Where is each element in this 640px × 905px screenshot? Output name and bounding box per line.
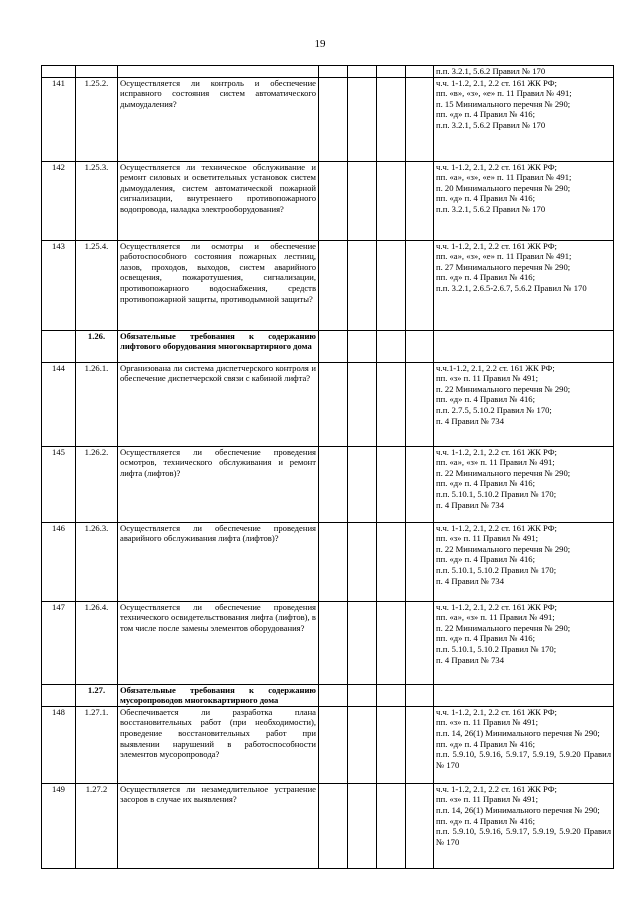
cell-refs — [434, 77, 614, 161]
cell-num — [42, 684, 76, 706]
ref-line: пп. «а», «з» п. 11 Правил № 491; — [436, 612, 555, 623]
cell-code: 1.25.3. — [76, 161, 118, 240]
question-text: Осуществляется ли обеспечение проведения аварийного обслуживания лифта (лифтов)? — [120, 522, 316, 544]
question-text: Осуществляется ли техническое обслуживание и ремонт силовых и осветительных установок систем дымоудаления, систем автоматической пожарной сигнализации, внутреннего противопожарного водопровода, наладка электрооборудования? — [120, 161, 316, 214]
ref-line: п.п. 5.10.1, 5.10.2 Правил № 170; — [436, 564, 557, 575]
cell-na — [377, 522, 406, 601]
section-title: Обязательные требования к содержанию лифтового оборудования многоквартирного дома — [120, 330, 316, 352]
table-row — [42, 446, 614, 522]
cell-na — [377, 330, 406, 362]
cell-yes — [319, 601, 348, 684]
question-text: Осуществляется ли незамедлительное устранение засоров в случае их выявления? — [120, 783, 316, 805]
cell-yes — [319, 66, 348, 78]
cell-note — [406, 446, 434, 522]
cell-note — [406, 330, 434, 362]
ref-line: п.п. 3.2.1, 2.6.5-2.6.7, 5.6.2 Правил № 170 — [436, 282, 587, 293]
table-row — [42, 161, 614, 240]
cell-refs — [434, 240, 614, 330]
ref-line: пп. «з» п. 11 Правил № 491; — [436, 533, 538, 544]
question-text: Осуществляется ли обеспечение проведения осмотров, технического обслуживания и ремонт лифта (лифтов)? — [120, 446, 316, 478]
cell-refs — [434, 783, 614, 868]
requirements-table — [41, 65, 614, 869]
cell-na — [377, 240, 406, 330]
table-row — [42, 362, 614, 446]
cell-yes — [319, 706, 348, 783]
ref-line: пп. «д» п. 4 Правил № 416; — [436, 193, 535, 204]
cell-no — [348, 362, 377, 446]
table-row — [42, 522, 614, 601]
ref-line: п. 22 Минимального перечня № 290; — [436, 622, 571, 633]
cell-num: 149 — [42, 783, 76, 868]
cell-note — [406, 783, 434, 868]
cell-no — [348, 330, 377, 362]
ref-line: п.п. 5.10.1, 5.10.2 Правил № 170; — [436, 488, 557, 499]
ref-line: пп. «а», «з», «е» п. 11 Правил № 491; — [436, 251, 572, 262]
cell-code: 1.27.1. — [76, 706, 118, 783]
cell-question — [118, 522, 319, 601]
cell-refs — [434, 161, 614, 240]
cell-code — [76, 66, 118, 78]
ref-line: п. 4 Правил № 734 — [436, 575, 504, 586]
cell-question — [118, 161, 319, 240]
ref-line: пп. «д» п. 4 Правил № 416; — [436, 272, 535, 283]
cell-yes — [319, 783, 348, 868]
cell-no — [348, 706, 377, 783]
cell-na — [377, 362, 406, 446]
section-row — [42, 684, 614, 706]
cell-na — [377, 161, 406, 240]
cell-num: 141 — [42, 77, 76, 161]
ref-line: ч.ч. 1-1.2, 2.1, 2.2 ст. 161 ЖК РФ; — [436, 77, 557, 88]
ref-line: п. 22 Минимального перечня № 290; — [436, 543, 571, 554]
ref-line: п. 20 Минимального перечня № 290; — [436, 182, 571, 193]
ref-line: п. 15 Минимального перечня № 290; — [436, 98, 571, 109]
cell-na — [377, 601, 406, 684]
cell-code: 1.25.4. — [76, 240, 118, 330]
ref-line: п.п. 3.2.1, 5.6.2 Правил № 170 — [436, 119, 546, 130]
cell-num — [42, 330, 76, 362]
cell-yes — [319, 330, 348, 362]
cell-question — [118, 684, 319, 706]
ref-line: ч.ч. 1-1.2, 2.1, 2.2 ст. 161 ЖК РФ; — [436, 161, 557, 172]
cell-yes — [319, 77, 348, 161]
cell-yes — [319, 684, 348, 706]
cell-note — [406, 77, 434, 161]
ref-line: п.п. 2.7.5, 5.10.2 Правил № 170; — [436, 404, 552, 415]
cell-code: 1.27.2 — [76, 783, 118, 868]
cell-na — [377, 783, 406, 868]
section-row — [42, 330, 614, 362]
cell-question — [118, 706, 319, 783]
cell-na — [377, 77, 406, 161]
cell-no — [348, 240, 377, 330]
ref-line: пп. «з» п. 11 Правил № 491; — [436, 373, 538, 384]
ref-line: п. 4 Правил № 734 — [436, 499, 504, 510]
page-number: 19 — [314, 38, 326, 50]
cell-note — [406, 522, 434, 601]
cell-code: 1.25.2. — [76, 77, 118, 161]
cell-refs — [434, 362, 614, 446]
cell-question — [118, 330, 319, 362]
cell-yes — [319, 362, 348, 446]
cell-no — [348, 684, 377, 706]
ref-line: п. 22 Минимального перечня № 290; — [436, 467, 571, 478]
ref-line: пп. «д» п. 4 Правил № 416; — [436, 633, 535, 644]
cell-num: 143 — [42, 240, 76, 330]
ref-line: ч.ч.1-1.2, 2.1, 2.2 ст. 161 ЖК РФ; — [436, 362, 555, 373]
cell-no — [348, 522, 377, 601]
cell-note — [406, 362, 434, 446]
ref-line: ч.ч. 1-1.2, 2.1, 2.2 ст. 161 ЖК РФ; — [436, 240, 557, 251]
cell-question — [118, 240, 319, 330]
cell-code: 1.26.4. — [76, 601, 118, 684]
ref-line: пп. «в», «з», «е» п. 11 Правил № 491; — [436, 88, 572, 99]
table-row-continuation — [42, 66, 614, 78]
cell-question — [118, 66, 319, 78]
cell-na — [377, 684, 406, 706]
ref-line: пп. «д» п. 4 Правил № 416; — [436, 554, 535, 565]
ref-line: пп. «д» п. 4 Правил № 416; — [436, 109, 535, 120]
cell-note — [406, 161, 434, 240]
cell-note — [406, 66, 434, 78]
cell-num — [42, 66, 76, 78]
ref-line: пп. «д» п. 4 Правил № 416; — [436, 815, 535, 826]
question-text: Осуществляется ли контроль и обеспечение исправного состояния систем автоматического дымоудаления? — [120, 77, 316, 109]
ref-line: п.п. 3.2.1, 5.6.2 Правил № 170 — [436, 203, 546, 214]
cell-question — [118, 362, 319, 446]
cell-num: 146 — [42, 522, 76, 601]
cell-code: 1.26.1. — [76, 362, 118, 446]
cell-question — [118, 446, 319, 522]
cell-refs — [434, 706, 614, 783]
cell-refs — [434, 66, 614, 78]
ref-line: пп. «д» п. 4 Правил № 416; — [436, 478, 535, 489]
cell-question — [118, 77, 319, 161]
ref-line: пп. «д» п. 4 Правил № 416; — [436, 394, 535, 405]
ref-line: п.п. 5.10.1, 5.10.2 Правил № 170; — [436, 643, 557, 654]
table-row — [42, 240, 614, 330]
cell-refs — [434, 446, 614, 522]
question-text: Обеспечивается ли разработка плана восстановительных работ (при необходимости), проведение восстановительных работ при выявлении нарушений в работоспособности элементов мусоропровода? — [120, 706, 316, 760]
ref-line: п.п. 3.2.1, 5.6.2 Правил № 170 — [436, 66, 546, 76]
ref-line: ч.ч. 1-1.2, 2.1, 2.2 ст. 161 ЖК РФ; — [436, 601, 557, 612]
ref-line: ч.ч. 1-1.2, 2.1, 2.2 ст. 161 ЖК РФ; — [436, 522, 557, 533]
cell-note — [406, 601, 434, 684]
cell-question — [118, 601, 319, 684]
ref-line: п.п. 5.9.10, 5.9.16, 5.9.17, 5.9.19, 5.9.20 Правил № 170 — [436, 826, 611, 847]
ref-line: ч.ч. 1-1.2, 2.1, 2.2 ст. 161 ЖК РФ; — [436, 446, 557, 457]
cell-refs — [434, 684, 614, 706]
cell-no — [348, 601, 377, 684]
ref-line: ч.ч. 1-1.2, 2.1, 2.2 ст. 161 ЖК РФ; — [436, 783, 557, 794]
cell-note — [406, 684, 434, 706]
cell-yes — [319, 161, 348, 240]
cell-num: 148 — [42, 706, 76, 783]
cell-note — [406, 240, 434, 330]
question-text: Организована ли система диспетчерского контроля и обеспечение диспетчерской связи с кабиной лифта? — [120, 362, 316, 384]
cell-refs — [434, 601, 614, 684]
table-row — [42, 601, 614, 684]
cell-refs — [434, 330, 614, 362]
cell-no — [348, 77, 377, 161]
cell-na — [377, 706, 406, 783]
cell-yes — [319, 522, 348, 601]
ref-line: ч.ч. 1-1.2, 2.1, 2.2 ст. 161 ЖК РФ; — [436, 706, 557, 717]
cell-code: 1.27. — [76, 684, 118, 706]
cell-num: 144 — [42, 362, 76, 446]
cell-refs — [434, 522, 614, 601]
cell-num: 145 — [42, 446, 76, 522]
cell-num: 147 — [42, 601, 76, 684]
ref-line: пп. «а», «з», «е» п. 11 Правил № 491; — [436, 172, 572, 183]
cell-code: 1.26.3. — [76, 522, 118, 601]
cell-yes — [319, 240, 348, 330]
question-text: Осуществляется ли обеспечение проведения технического освидетельствования лифта (лифтов), в том числе после замены элементов оборудования? — [120, 601, 316, 633]
ref-line: пп. «з» п. 11 Правил № 491; — [436, 717, 538, 728]
table-row — [42, 706, 614, 783]
cell-na — [377, 446, 406, 522]
ref-line: п. 27 Минимального перечня № 290; — [436, 261, 571, 272]
ref-line: п. 22 Минимального перечня № 290; — [436, 383, 571, 394]
cell-no — [348, 66, 377, 78]
section-title: Обязательные требования к содержанию мусоропроводов многоквартирного дома — [120, 684, 316, 706]
ref-line: пп. «д» п. 4 Правил № 416; — [436, 738, 535, 749]
table-row — [42, 77, 614, 161]
cell-no — [348, 446, 377, 522]
cell-no — [348, 783, 377, 868]
cell-note — [406, 706, 434, 783]
cell-question — [118, 783, 319, 868]
cell-na — [377, 66, 406, 78]
ref-line: п.п. 5.9.10, 5.9.16, 5.9.17, 5.9.19, 5.9.20 Правил № 170 — [436, 749, 611, 770]
cell-num: 142 — [42, 161, 76, 240]
cell-code: 1.26.2. — [76, 446, 118, 522]
ref-line: п.п. 14, 26(1) Минимального перечня № 290; — [436, 804, 600, 815]
cell-no — [348, 161, 377, 240]
ref-line: п.п. 14, 26(1) Минимального перечня № 290; — [436, 727, 600, 738]
ref-line: пп. «з» п. 11 Правил № 491; — [436, 794, 538, 805]
ref-line: п. 4 Правил № 734 — [436, 415, 504, 426]
cell-code: 1.26. — [76, 330, 118, 362]
table-row — [42, 783, 614, 868]
cell-yes — [319, 446, 348, 522]
ref-line: пп. «а», «з» п. 11 Правил № 491; — [436, 457, 555, 468]
ref-line: п. 4 Правил № 734 — [436, 654, 504, 665]
table-body — [42, 66, 614, 869]
question-text: Осуществляется ли осмотры и обеспечение работоспособного состояния пожарных лестниц, лазов, проходов, выходов, систем аварийного освещения, пожаротушения, сигнализации, противопожарного водоснабжения, средств противопожарной защиты, противодымной защиты? — [120, 240, 316, 304]
